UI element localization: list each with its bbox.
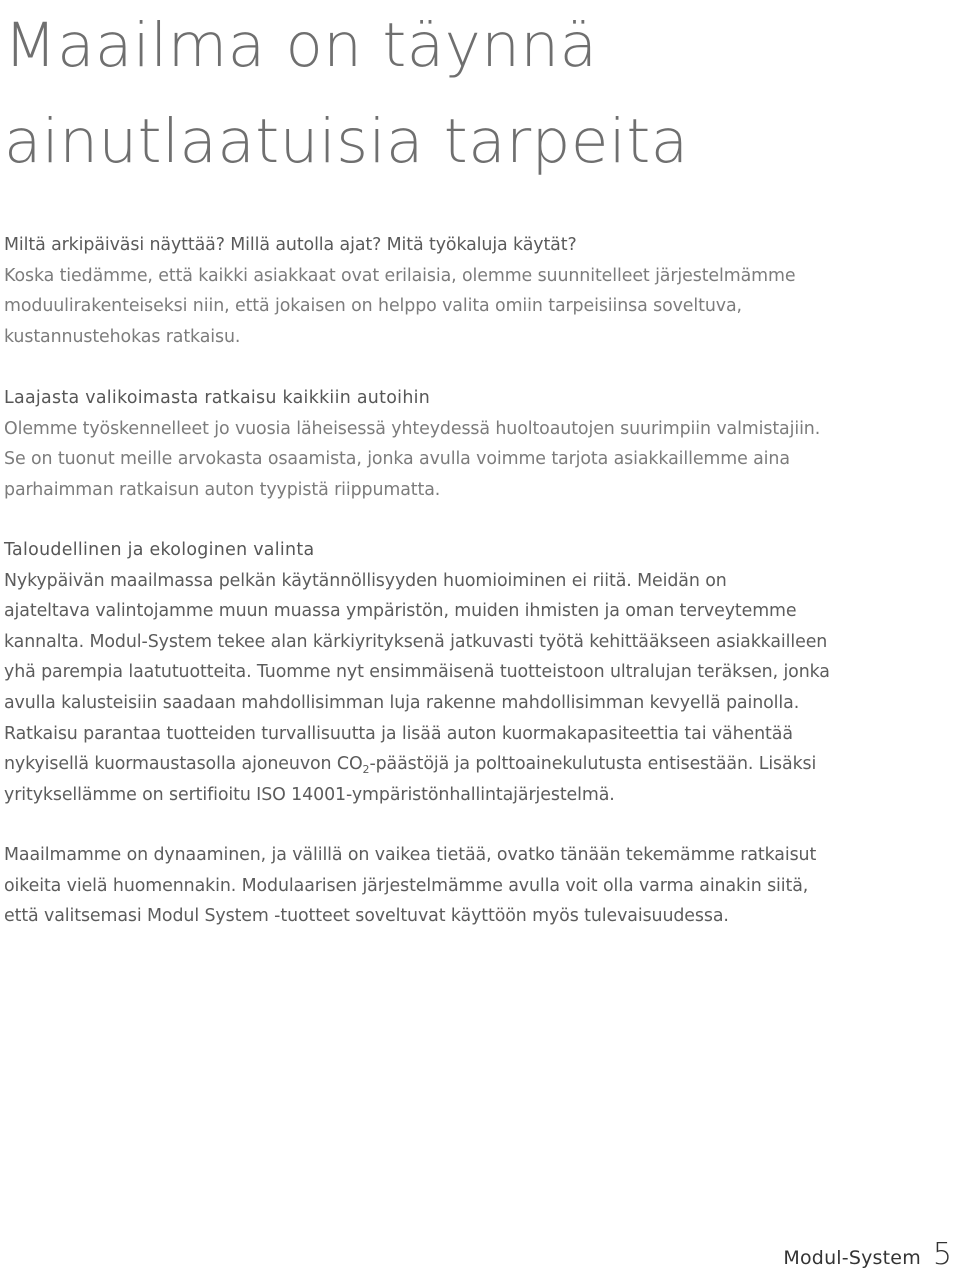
paragraph-line: parhaimman ratkaisun auton tyypistä riippumatta. (4, 479, 441, 500)
title-line: ainutlaatuisia tarpeita (4, 106, 689, 177)
paragraph-line: yhä parempia laatutuotteita. Tuomme nyt ensimmäisenä tuotteistoon ultralujan teräksen, jonka (4, 662, 830, 683)
section-heading: Taloudellinen ja ekologinen valinta (4, 540, 315, 560)
closing-paragraph (4, 840, 954, 932)
paragraph-line: että valitsemasi Modul System -tuotteet soveltuvat käyttöön myös tulevaisuudessa. (4, 906, 729, 927)
paragraph-line-co2 (4, 749, 954, 780)
paragraph-line: Se on tuonut meille arvokasta osaamista, jonka avulla voimme tarjota asiakkaillemme aina (4, 449, 790, 470)
page-number: 5 (932, 1237, 952, 1272)
paragraph-line: kannalta. Modul-System tekee alan kärkiyrityksenä jatkuvasti työtä kehittääkseen asiakkailleen (4, 631, 828, 652)
paragraph-line: Nykypäivän maailmassa pelkän käytännöllisyyden huomioiminen ei riitä. Meidän on (4, 570, 727, 591)
co2-suffix: -päästöjä ja polttoainekulutusta entisestään. Lisäksi (369, 754, 817, 775)
section-economic-ecological (4, 535, 954, 810)
title-line: Maailma on täynnä (4, 10, 598, 81)
co2-subscript: 2 (362, 763, 370, 777)
paragraph-line: oikeita vielä huomennakin. Modulaarisen järjestelmämme avulla voit olla varma ainakin siitä, (4, 875, 809, 896)
page-title (4, 0, 689, 190)
paragraph-line: kustannustehokas ratkaisu. (4, 326, 241, 347)
brand-name: Modul-System (783, 1247, 921, 1269)
paragraph-line: Olemme työskennelleet jo vuosia läheisessä yhteydessä huoltoautojen suurimpiin valmistajiin. (4, 418, 821, 439)
paragraph-line: Ratkaisu parantaa tuotteiden turvallisuutta ja lisää auton kuormakapasiteettia tai vähentää (4, 723, 793, 744)
paragraph-line: Maailmamme on dynaaminen, ja välillä on vaikea tietää, ovatko tänään tekemämme ratkaisut (4, 845, 817, 865)
paragraph-line: moduulirakenteiseksi niin, että jokaisen on helppo valita omiin tarpeisiinsa soveltuva, (4, 296, 742, 317)
paragraph-line: ajateltava valintojamme muun muassa ympäristön, muiden ihmisten ja oman terveytemme (4, 601, 797, 622)
paragraph-line: avulla kalusteisiin saadaan mahdollisimman luja rakenne mahdollisimman kevyellä painolla. (4, 692, 800, 713)
section-heading: Laajasta valikoimasta ratkaisu kaikkiin autoihin (4, 388, 431, 408)
paragraph-line: Koska tiedämme, että kaikki asiakkaat ovat erilaisia, olemme suunnitelleet järjestelmämme (4, 265, 796, 286)
section-wide-selection (4, 383, 954, 505)
co2-prefix: nykyisellä kuormaustasolla ajoneuvon CO (4, 754, 363, 775)
intro-lead: Miltä arkipäiväsi näyttää? Millä autolla ajat? Mitä työkaluja käytät? (4, 235, 577, 255)
page-footer (783, 1237, 952, 1272)
intro-paragraph (4, 230, 954, 352)
paragraph-line: yrityksellämme on sertifioitu ISO 14001-ympäristönhallintajärjestelmä. (4, 784, 615, 805)
